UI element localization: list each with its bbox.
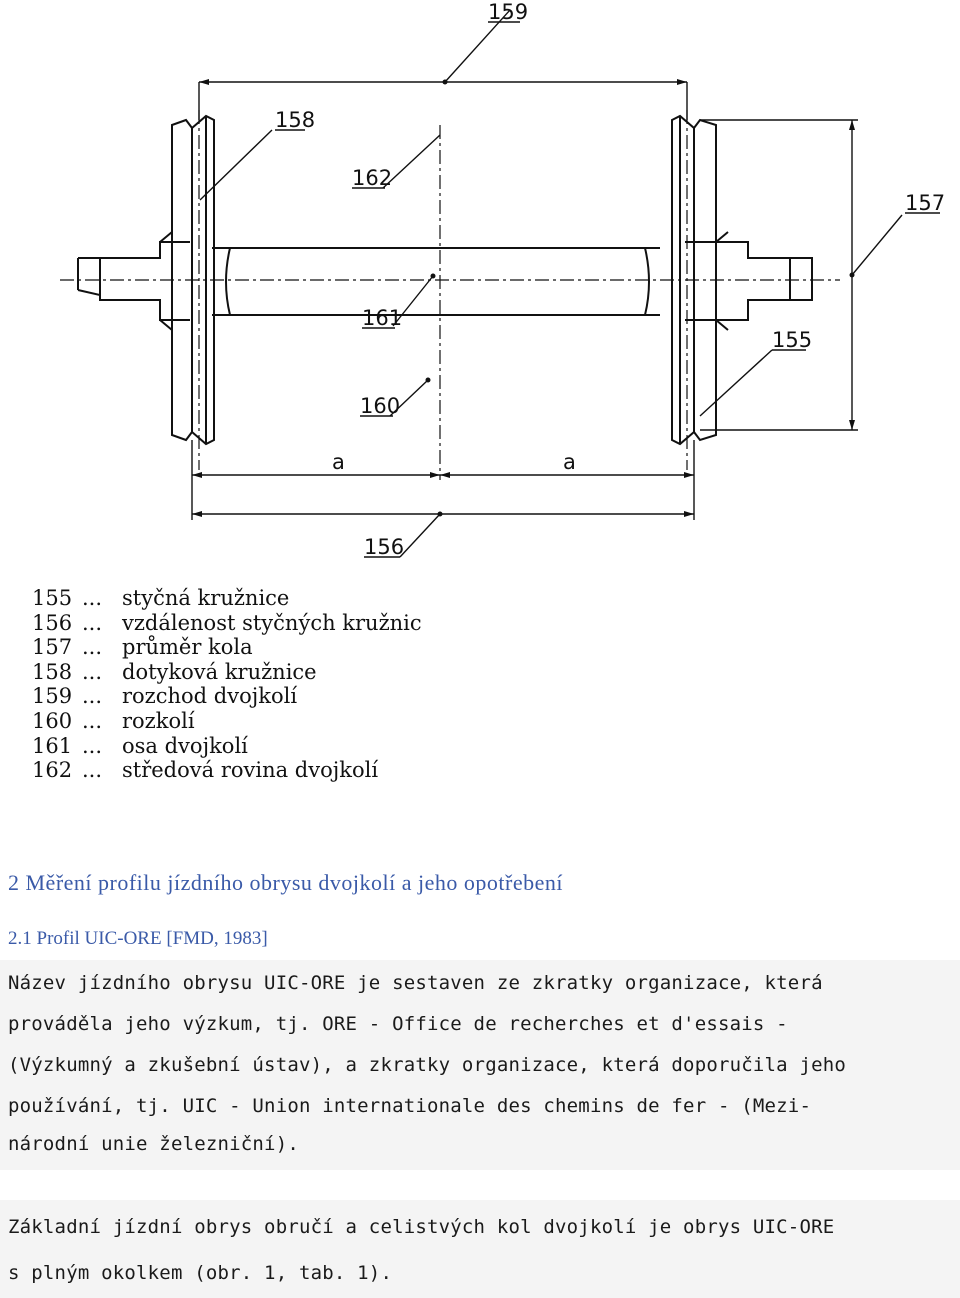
legend-item: 158 ... dotyková kružnice xyxy=(32,659,317,684)
scanned-text-line: národní unie železniční). xyxy=(8,1133,299,1155)
legend-item: 156 ... vzdálenost styčných kružnic xyxy=(32,610,422,635)
wheelset-technical-drawing xyxy=(0,0,960,580)
label-157: 157 xyxy=(905,191,946,215)
scanned-text-line: s plným okolkem (obr. 1, tab. 1). xyxy=(8,1262,393,1284)
label-a-right: a xyxy=(563,450,576,474)
section-heading: 2 Měření profilu jízdního obrysu dvojkolí a jeho opotřebení xyxy=(8,870,563,895)
label-155: 155 xyxy=(772,328,813,352)
label-161: 161 xyxy=(362,306,403,330)
label-162: 162 xyxy=(352,166,393,190)
scanned-text-line: Základní jízdní obrys obručí a celistvých kol dvojkolí je obrys UIC-ORE xyxy=(8,1216,835,1238)
subsection-heading: 2.1 Profil UIC-ORE [FMD, 1983] xyxy=(8,928,268,949)
label-158: 158 xyxy=(275,108,316,132)
label-156: 156 xyxy=(364,535,405,559)
scanned-text-line: (Výzkumný a zkušební ústav), a zkratky organizace, která doporučila jeho xyxy=(8,1054,847,1076)
axle xyxy=(78,242,812,320)
label-a-left: a xyxy=(332,450,345,474)
legend-item: 161 ... osa dvojkolí xyxy=(32,733,248,758)
scanned-text-line: používání, tj. UIC - Union internationale des chemins de fer - (Mezi- xyxy=(8,1095,812,1117)
legend-item: 155 ... styčná kružnice xyxy=(32,586,290,610)
scanned-text-line: prováděla jeho výzkum, tj. ORE - Office de recherches et d'essais - xyxy=(8,1013,788,1035)
drawing-legend xyxy=(32,586,422,783)
legend-item: 159 ... rozchod dvojkolí xyxy=(32,684,298,709)
scanned-text-line: Název jízdního obrysu UIC-ORE je sestaven ze zkratky organizace, která xyxy=(8,972,823,994)
legend-item: 160 ... rozkolí xyxy=(32,708,195,733)
legend-item: 162 ... středová rovina dvojkolí xyxy=(32,758,379,783)
legend-item: 157 ... průměr kola xyxy=(32,635,253,660)
label-159: 159 xyxy=(488,0,529,24)
dimension-lines xyxy=(192,10,940,557)
label-160: 160 xyxy=(360,394,401,418)
